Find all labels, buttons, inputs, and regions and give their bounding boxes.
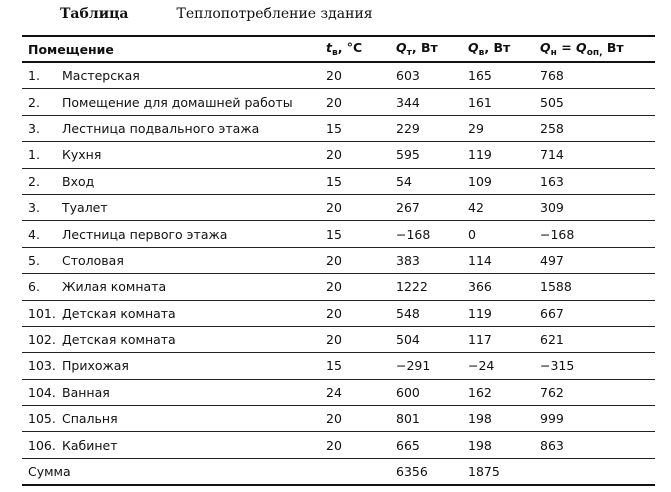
qn-value: 863 — [540, 432, 655, 458]
table-row — [22, 62, 655, 89]
row-number: 1. — [22, 62, 62, 89]
table-row — [22, 194, 655, 220]
table-row — [22, 300, 655, 326]
room-name: Ванная — [62, 379, 326, 405]
temperature: 20 — [326, 142, 396, 168]
qn-value: 497 — [540, 247, 655, 273]
room-name: Кухня — [62, 142, 326, 168]
qv-value: 42 — [468, 194, 540, 220]
table-row — [22, 274, 655, 300]
qt-value: 603 — [396, 62, 468, 89]
qn-value: −168 — [540, 221, 655, 247]
temperature: 15 — [326, 115, 396, 141]
qt-value: 267 — [396, 194, 468, 220]
total-qv: 1875 — [468, 458, 540, 485]
table-row — [22, 353, 655, 379]
temperature: 15 — [326, 168, 396, 194]
qv-value: 29 — [468, 115, 540, 141]
qt-value: 548 — [396, 300, 468, 326]
room-name: Кабинет — [62, 432, 326, 458]
qv-value: 161 — [468, 89, 540, 115]
qv-value: 109 — [468, 168, 540, 194]
row-number: 106. — [22, 432, 62, 458]
total-label: Сумма — [22, 458, 326, 485]
room-name: Жилая комната — [62, 274, 326, 300]
row-number: 101. — [22, 300, 62, 326]
qn-value: 999 — [540, 406, 655, 432]
header-row — [22, 36, 655, 62]
qv-value: 198 — [468, 432, 540, 458]
qt-value: 1222 — [396, 274, 468, 300]
temperature: 15 — [326, 221, 396, 247]
qn-value: −315 — [540, 353, 655, 379]
table-row — [22, 406, 655, 432]
qt-value: 801 — [396, 406, 468, 432]
total-row — [22, 458, 655, 485]
temperature: 20 — [326, 247, 396, 273]
qv-value: 165 — [468, 62, 540, 89]
qn-value: 762 — [540, 379, 655, 405]
row-number: 2. — [22, 168, 62, 194]
qt-value: 595 — [396, 142, 468, 168]
room-name: Прихожая — [62, 353, 326, 379]
temperature: 20 — [326, 274, 396, 300]
caption-label: Таблица — [60, 6, 129, 22]
temperature: 20 — [326, 194, 396, 220]
qt-value: 344 — [396, 89, 468, 115]
table-row — [22, 326, 655, 352]
qn-value: 163 — [540, 168, 655, 194]
qn-value: 714 — [540, 142, 655, 168]
row-number: 104. — [22, 379, 62, 405]
row-number: 6. — [22, 274, 62, 300]
header-qv: $Q_в$, Вт — [468, 36, 540, 62]
room-name: Столовая — [62, 247, 326, 273]
row-number: 105. — [22, 406, 62, 432]
temperature: 24 — [326, 379, 396, 405]
room-name: Лестница первого этажа — [62, 221, 326, 247]
row-number: 4. — [22, 221, 62, 247]
header-temperature: $t_в$, °C — [326, 36, 396, 62]
room-name: Помещение для домашней работы — [62, 89, 326, 115]
temperature: 20 — [326, 300, 396, 326]
room-name: Вход — [62, 168, 326, 194]
table-row — [22, 89, 655, 115]
qv-value: 114 — [468, 247, 540, 273]
total-qn-empty — [540, 458, 655, 485]
caption-title: Теплопотребление здания — [176, 6, 373, 22]
table-row — [22, 432, 655, 458]
table-row — [22, 379, 655, 405]
qt-value: 383 — [396, 247, 468, 273]
qn-value: 667 — [540, 300, 655, 326]
qt-value: 600 — [396, 379, 468, 405]
room-name: Спальня — [62, 406, 326, 432]
row-number: 3. — [22, 194, 62, 220]
room-name: Туалет — [62, 194, 326, 220]
total-qt: 6356 — [396, 458, 468, 485]
qv-value: 198 — [468, 406, 540, 432]
qt-value: −168 — [396, 221, 468, 247]
qv-value: −24 — [468, 353, 540, 379]
temperature: 20 — [326, 406, 396, 432]
room-name: Лестница подвального этажа — [62, 115, 326, 141]
qn-value: 309 — [540, 194, 655, 220]
qv-value: 366 — [468, 274, 540, 300]
qn-value: 505 — [540, 89, 655, 115]
qn-value: 768 — [540, 62, 655, 89]
qn-value: 1588 — [540, 274, 655, 300]
room-name: Детская комната — [62, 300, 326, 326]
room-name: Мастерская — [62, 62, 326, 89]
table-row — [22, 168, 655, 194]
table-row — [22, 221, 655, 247]
table-row — [22, 142, 655, 168]
qt-value: 54 — [396, 168, 468, 194]
qn-value: 258 — [540, 115, 655, 141]
qt-value: −291 — [396, 353, 468, 379]
table-row — [22, 115, 655, 141]
total-temperature-empty — [326, 458, 396, 485]
row-number: 1. — [22, 142, 62, 168]
temperature: 20 — [326, 432, 396, 458]
temperature: 20 — [326, 326, 396, 352]
qt-value: 229 — [396, 115, 468, 141]
table-caption — [60, 6, 373, 28]
heat-consumption-table — [22, 35, 655, 486]
qt-value: 665 — [396, 432, 468, 458]
row-number: 103. — [22, 353, 62, 379]
qn-value: 621 — [540, 326, 655, 352]
qv-value: 162 — [468, 379, 540, 405]
header-qn: $Q_н = Q_{оп,}$ Вт — [540, 36, 655, 62]
table-body — [22, 62, 655, 485]
row-number: 5. — [22, 247, 62, 273]
temperature: 20 — [326, 89, 396, 115]
header-qt: $Q_т$, Вт — [396, 36, 468, 62]
row-number: 2. — [22, 89, 62, 115]
qv-value: 119 — [468, 142, 540, 168]
row-number: 102. — [22, 326, 62, 352]
temperature: 15 — [326, 353, 396, 379]
temperature: 20 — [326, 62, 396, 89]
qv-value: 119 — [468, 300, 540, 326]
qv-value: 117 — [468, 326, 540, 352]
qt-value: 504 — [396, 326, 468, 352]
row-number: 3. — [22, 115, 62, 141]
qv-value: 0 — [468, 221, 540, 247]
header-room: Помещение — [22, 36, 326, 62]
room-name: Детская комната — [62, 326, 326, 352]
table-row — [22, 247, 655, 273]
